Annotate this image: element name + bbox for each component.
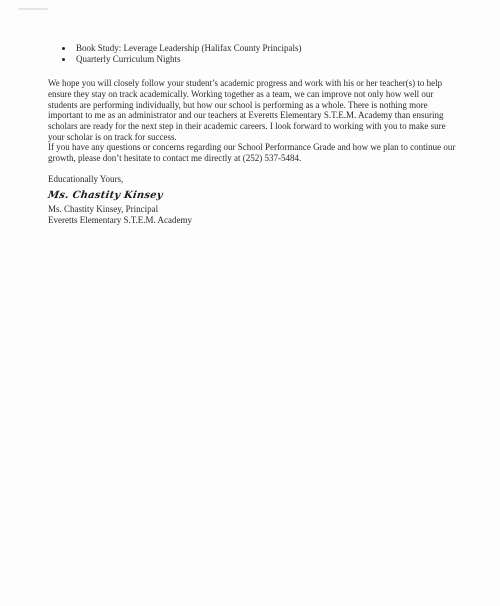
bullet-item [60,43,301,54]
bullet-list [60,43,301,65]
signer-name-title: Ms. Chastity Kinsey, Principal [48,204,159,214]
body-paragraph-progress: We hope you will closely follow your student’s academic progress and work with his or her teacher(s) to help ensure they stay on track academically. Working together as a team, we can improve not only how well our students are performing individually, but how our school is performing as a whole. There is nothing more important to me as an administrator and our teachers at Everetts Elementary S.T.E.M. Academy than ensuring scholars are ready for the next step in their academic careers. I look forward to working with you to make sure your scholar is on track for success. [48,78,446,142]
bullet-text: Quarterly Curriculum Nights [76,54,181,64]
signer-school: Everetts Elementary S.T.E.M. Academy [48,214,193,225]
handwritten-signature: Ms. Chastity Kinsey [47,190,164,201]
signature-block [48,204,192,225]
bullet-text: Book Study: Leverage Leadership (Halifax County Principals) [76,43,302,53]
bullet-dot-icon [62,47,65,50]
scan-mark [18,8,48,10]
body-paragraph-contact: If you have any questions or concerns regarding our School Performance Grade and how we plan to continue our growth, please don’t hesitate to contact me directly at (252) 537-5484. [48,142,456,163]
bullet-dot-icon [62,58,65,61]
bullet-item [60,54,301,65]
closing-line: Educationally Yours, [48,174,124,184]
